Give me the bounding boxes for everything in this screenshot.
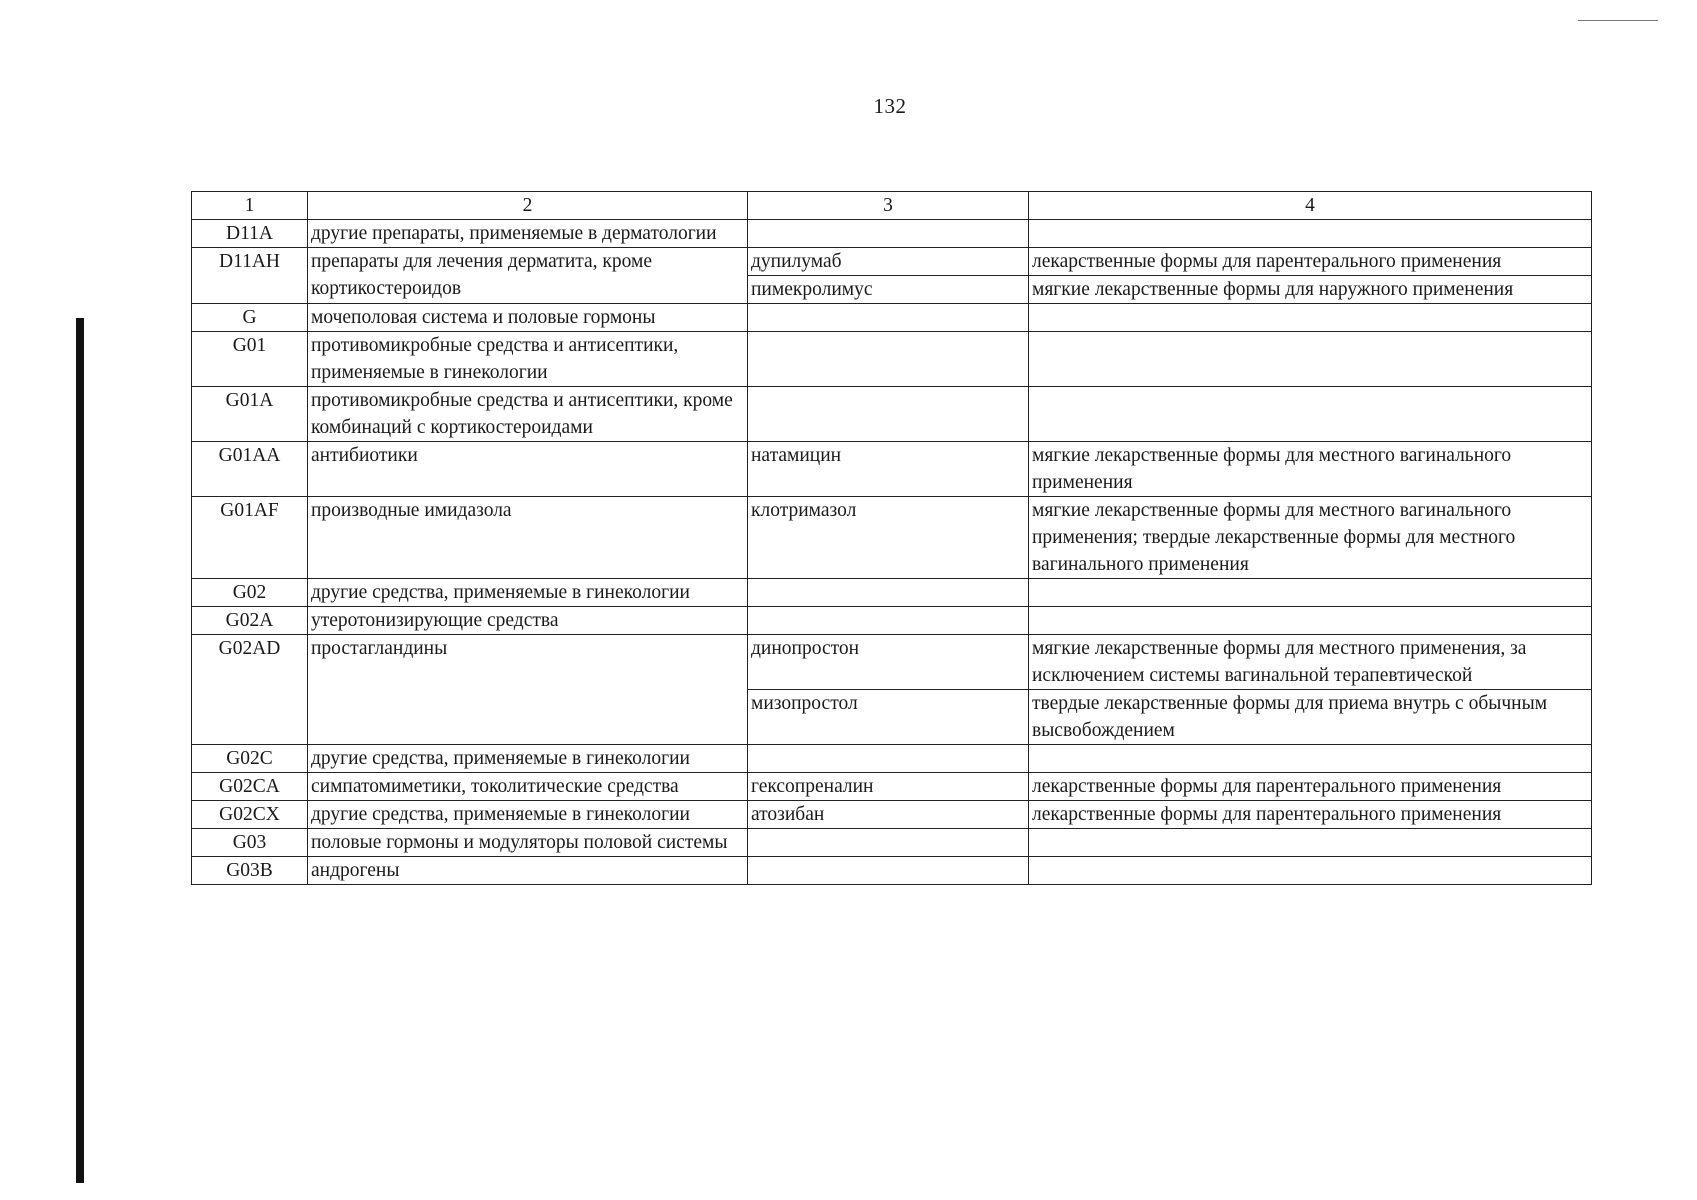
atc-code-cell: G01AA bbox=[192, 442, 308, 497]
table-row bbox=[192, 248, 1592, 276]
header-col-2: 2 bbox=[308, 192, 748, 220]
drug-name-cell: динопростон bbox=[748, 635, 1029, 690]
group-name-cell: другие средства, применяемые в гинекологии bbox=[308, 801, 748, 829]
header-col-4: 4 bbox=[1029, 192, 1592, 220]
drug-name-cell bbox=[748, 857, 1029, 885]
table-row bbox=[192, 220, 1592, 248]
dosage-form-cell bbox=[1029, 304, 1592, 332]
scan-corner-mark bbox=[1578, 20, 1658, 21]
dosage-form-cell: твердые лекарственные формы для приема внутрь с обычным высвобождением bbox=[1029, 690, 1592, 745]
table-row bbox=[192, 801, 1592, 829]
group-name-cell: другие препараты, применяемые в дерматологии bbox=[308, 220, 748, 248]
group-name-cell: противомикробные средства и антисептики, кроме комбинаций с кортикостероидами bbox=[308, 387, 748, 442]
dosage-form-cell: мягкие лекарственные формы для местного вагинального применения; твердые лекарственные формы для местного вагинального применения bbox=[1029, 497, 1592, 579]
dosage-form-cell bbox=[1029, 332, 1592, 387]
group-name-cell: утеротонизирующие средства bbox=[308, 607, 748, 635]
table-row bbox=[192, 773, 1592, 801]
atc-code-cell: G01A bbox=[192, 387, 308, 442]
drug-name-cell bbox=[748, 304, 1029, 332]
dosage-form-cell bbox=[1029, 745, 1592, 773]
group-name-cell: простагландины bbox=[308, 635, 748, 745]
atc-code-cell: D11AH bbox=[192, 248, 308, 304]
drug-name-cell bbox=[748, 829, 1029, 857]
atc-code-cell: G02CA bbox=[192, 773, 308, 801]
atc-code-cell: G03B bbox=[192, 857, 308, 885]
atc-code-cell: D11A bbox=[192, 220, 308, 248]
table-row bbox=[192, 304, 1592, 332]
table-row bbox=[192, 857, 1592, 885]
group-name-cell: антибиотики bbox=[308, 442, 748, 497]
dosage-form-cell bbox=[1029, 829, 1592, 857]
dosage-form-cell: мягкие лекарственные формы для наружного применения bbox=[1029, 276, 1592, 304]
group-name-cell: другие средства, применяемые в гинекологии bbox=[308, 579, 748, 607]
group-name-cell: мочеполовая система и половые гормоны bbox=[308, 304, 748, 332]
drug-name-cell bbox=[748, 607, 1029, 635]
drug-name-cell: клотримазол bbox=[748, 497, 1029, 579]
atc-code-cell: G02 bbox=[192, 579, 308, 607]
table-row bbox=[192, 607, 1592, 635]
dosage-form-cell bbox=[1029, 857, 1592, 885]
header-col-3: 3 bbox=[748, 192, 1029, 220]
table-row bbox=[192, 635, 1592, 690]
dosage-form-cell bbox=[1029, 579, 1592, 607]
dosage-form-cell: мягкие лекарственные формы для местного применения, за исключением системы вагинальной терапевтической bbox=[1029, 635, 1592, 690]
table-row bbox=[192, 829, 1592, 857]
group-name-cell: производные имидазола bbox=[308, 497, 748, 579]
dosage-form-cell bbox=[1029, 220, 1592, 248]
drug-name-cell: дупилумаб bbox=[748, 248, 1029, 276]
dosage-form-cell: лекарственные формы для парентерального применения bbox=[1029, 248, 1592, 276]
group-name-cell: симпатомиметики, токолитические средства bbox=[308, 773, 748, 801]
dosage-form-cell: лекарственные формы для парентерального применения bbox=[1029, 773, 1592, 801]
atc-code-cell: G02A bbox=[192, 607, 308, 635]
group-name-cell: андрогены bbox=[308, 857, 748, 885]
table-row bbox=[192, 332, 1592, 387]
table-row bbox=[192, 579, 1592, 607]
atc-code-cell: G01AF bbox=[192, 497, 308, 579]
table-row bbox=[192, 387, 1592, 442]
group-name-cell: другие средства, применяемые в гинекологии bbox=[308, 745, 748, 773]
atc-code-cell: G03 bbox=[192, 829, 308, 857]
page-number: 132 bbox=[873, 94, 907, 118]
scan-binding-shadow bbox=[76, 318, 84, 1183]
atc-code-cell: G02C bbox=[192, 745, 308, 773]
atc-code-cell: G bbox=[192, 304, 308, 332]
dosage-form-cell: мягкие лекарственные формы для местного вагинального применения bbox=[1029, 442, 1592, 497]
table-body bbox=[192, 220, 1592, 885]
drug-name-cell: атозибан bbox=[748, 801, 1029, 829]
atc-code-cell: G01 bbox=[192, 332, 308, 387]
dosage-form-cell bbox=[1029, 607, 1592, 635]
group-name-cell: половые гормоны и модуляторы половой системы bbox=[308, 829, 748, 857]
group-name-cell: препараты для лечения дерматита, кроме кортикостероидов bbox=[308, 248, 748, 304]
table-row bbox=[192, 497, 1592, 579]
drug-name-cell: пимекролимус bbox=[748, 276, 1029, 304]
drug-name-cell bbox=[748, 579, 1029, 607]
header-col-1: 1 bbox=[192, 192, 308, 220]
dosage-form-cell: лекарственные формы для парентерального применения bbox=[1029, 801, 1592, 829]
atc-code-cell: G02AD bbox=[192, 635, 308, 745]
drug-name-cell: гексопреналин bbox=[748, 773, 1029, 801]
drug-name-cell bbox=[748, 387, 1029, 442]
table-row bbox=[192, 442, 1592, 497]
atc-code-cell: G02CX bbox=[192, 801, 308, 829]
group-name-cell: противомикробные средства и антисептики, применяемые в гинекологии bbox=[308, 332, 748, 387]
table-row bbox=[192, 745, 1592, 773]
dosage-form-cell bbox=[1029, 387, 1592, 442]
drug-name-cell bbox=[748, 220, 1029, 248]
drug-name-cell: натамицин bbox=[748, 442, 1029, 497]
drug-name-cell bbox=[748, 745, 1029, 773]
drug-classification-table bbox=[191, 191, 1592, 885]
drug-name-cell: мизопростол bbox=[748, 690, 1029, 745]
drug-name-cell bbox=[748, 332, 1029, 387]
table-header-row bbox=[192, 192, 1592, 220]
